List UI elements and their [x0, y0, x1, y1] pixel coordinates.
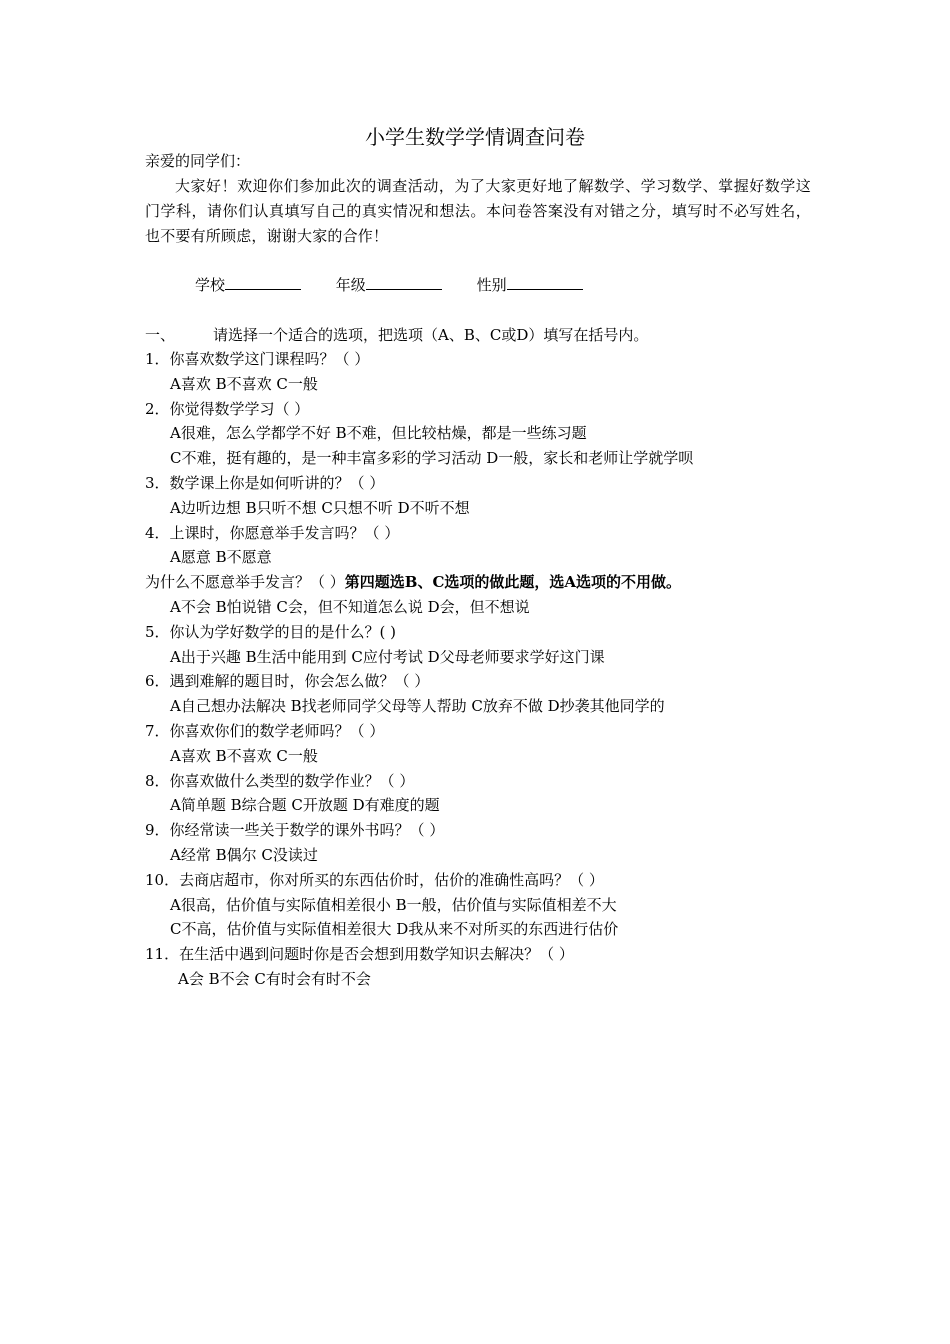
- question-text: 9．你经常读一些关于数学的课外书吗？（ ）: [145, 821, 445, 840]
- answer-options[interactable]: A不会 B怕说错 C会，但不知道怎么说 D会，但不想说: [170, 598, 530, 616]
- answer-options[interactable]: A喜欢 B不喜欢 C一般: [170, 374, 318, 393]
- question-text: 2．你觉得数学学习（ ）: [145, 399, 310, 418]
- answer-options[interactable]: A很难，怎么学都学不好 B不难，但比较枯燥，都是一些练习题: [170, 424, 587, 443]
- section-number: 一、: [145, 326, 176, 344]
- q4-followup-note: 第四题选B、C选项的做此题，选A选项的不用做。: [344, 573, 682, 592]
- greeting: 亲爱的同学们：: [145, 152, 251, 170]
- question-text: 11．在生活中遇到问题时你是否会想到用数学知识去解决？（ ）: [145, 945, 574, 964]
- info-fields: [195, 274, 613, 296]
- q4-followup: [145, 571, 815, 593]
- question-text: 1．你喜欢数学这门课程吗？（ ）: [145, 350, 370, 368]
- answer-options[interactable]: A出于兴趣 B生活中能用到 C应付考试 D父母老师要求学好这门课: [170, 647, 605, 666]
- grade-label: 年级: [335, 276, 366, 294]
- question-text: 10．去商店超市，你对所买的东西估价时，估价的准确性高吗？（ ）: [145, 870, 604, 889]
- question-text: 4．上课时，你愿意举手发言吗？（ ）: [145, 523, 400, 542]
- school-label: 学校: [195, 276, 226, 294]
- answer-options[interactable]: A自己想办法解决 B找老师同学父母等人帮助 C放弃不做 D抄袭其他同学的: [170, 697, 665, 716]
- gender-label: 性别: [476, 276, 507, 294]
- answer-options[interactable]: A边听边想 B只听不想 C只想不听 D不听不想: [170, 498, 470, 517]
- question-text: 7．你喜欢你们的数学老师吗？（ ）: [145, 722, 385, 740]
- q4-followup-question: 为什么不愿意举手发言？（ ）: [145, 573, 345, 592]
- grade-field[interactable]: [336, 274, 442, 296]
- section-instruction: 请选择一个适合的选项，把选项（A、B、C或D）填写在括号内。: [213, 326, 649, 344]
- page-title: 小学生数学学情调查问卷: [365, 125, 585, 149]
- question-text: 6．遇到难解的题目时，你会怎么做？（ ）: [145, 672, 430, 691]
- intro-paragraph: 大家好！欢迎你们参加此次的调查活动，为了大家更好地了解数学、学习数学、掌握好数学这门学科，请你们认真填写自己的真实情况和想法。本问卷答案没有对错之分，填写时不必写姓名，也不要有所顾虑，谢谢大家的合作！: [145, 177, 811, 245]
- answer-options[interactable]: A愿意 B不愿意: [170, 548, 272, 567]
- grade-blank[interactable]: [366, 275, 442, 290]
- question-text: 5．你认为学好数学的目的是什么？( ): [145, 622, 397, 641]
- question-text: 8．你喜欢做什么类型的数学作业？（ ）: [145, 771, 415, 790]
- school-field[interactable]: [195, 274, 301, 296]
- answer-options[interactable]: A喜欢 B不喜欢 C一般: [170, 746, 318, 765]
- gender-blank[interactable]: [507, 275, 583, 290]
- answer-options[interactable]: A很高，估价值与实际值相差很小 B一般，估价值与实际值相差不大: [170, 895, 617, 914]
- gender-field[interactable]: [477, 274, 583, 296]
- answer-options[interactable]: A经常 B偶尔 C没读过: [170, 846, 318, 864]
- answer-options[interactable]: A会 B不会 C有时会有时不会: [178, 970, 371, 988]
- answer-options[interactable]: C不难，挺有趣的，是一种丰富多彩的学习活动 D一般，家长和老师让学就学呗: [170, 449, 694, 468]
- school-blank[interactable]: [225, 275, 301, 290]
- answer-options[interactable]: C不高，估价值与实际值相差很大 D我从来不对所买的东西进行估价: [170, 920, 619, 939]
- section-heading: [145, 324, 815, 346]
- answer-options[interactable]: A简单题 B综合题 C开放题 D有难度的题: [170, 796, 440, 815]
- question-text: 3．数学课上你是如何听讲的？（ ）: [145, 474, 385, 492]
